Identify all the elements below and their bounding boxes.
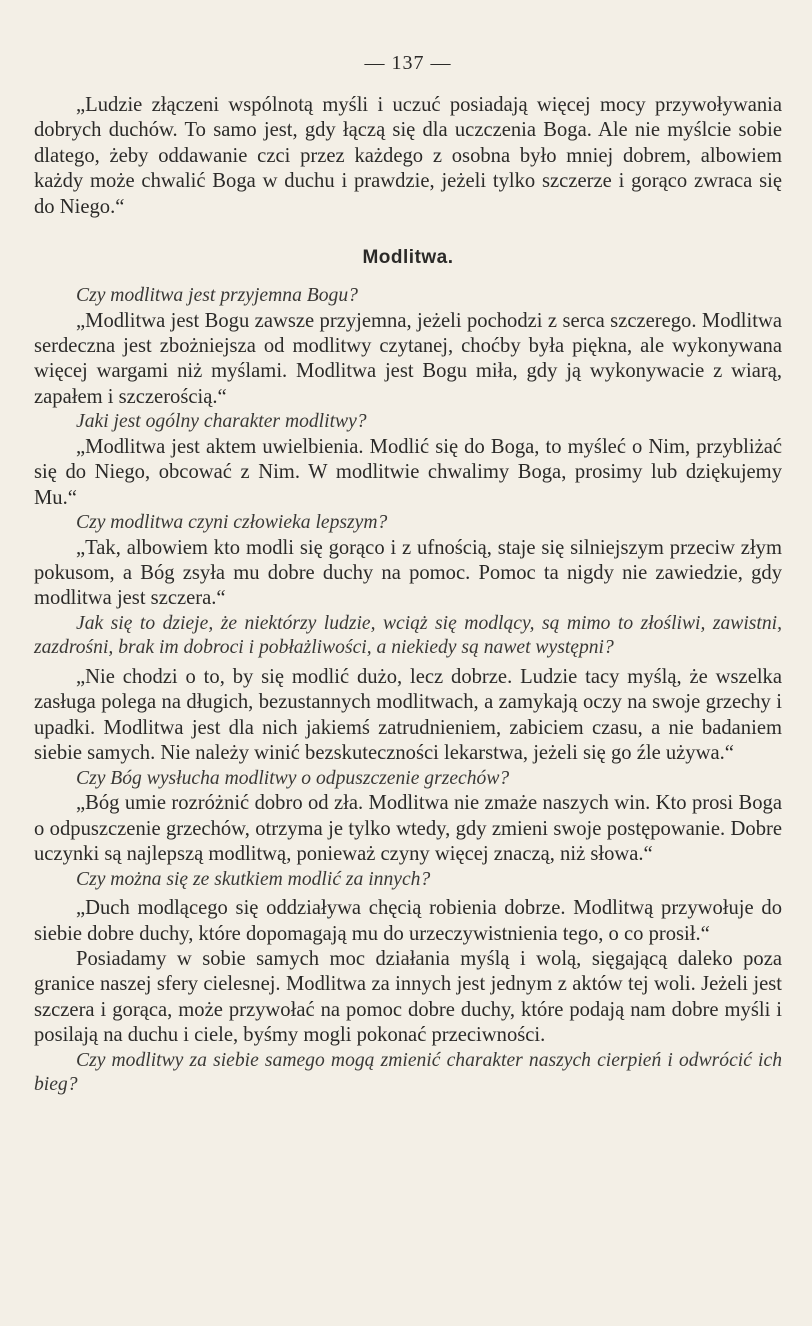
answer-4: „Nie chodzi o to, by się modlić dużo, lecz dobrze. Ludzie tacy myślą, że wszelka zasługa polega na długich, bezustannych modlitwach, a zamykają oczy na swoje grzechy i upadki. Modlitwa jest dla nich jakiemś zatrudnieniem, zabiciem czasu, a nie badaniem siebie samych. Nie należy winić bezskuteczności lekarstwa, jeżeli się go źle używa.“	[34, 666, 782, 765]
answer-2: „Modlitwa jest aktem uwielbienia. Modlić się do Boga, to myśleć o Nim, przybliżać się do Niego, obcować z Nim. W modlitwie chwalimy Boga, prosimy lub dziękujemy Mu.“	[34, 435, 782, 509]
answer-6: „Duch modlącego się oddziaływa chęcią robienia dobrze. Modlitwą przywołuje do siebie dobre duchy, które dopomagają mu do urzeczywistnienia tego, o co prosił.“	[34, 897, 782, 945]
question-6: Czy można się ze skutkiem modlić za innych?	[76, 868, 431, 890]
question-1: Czy modlitwa jest przyjemna Bogu?	[76, 285, 358, 307]
closing-paragraph: Posiadamy w sobie samych moc działania myślą i wolą, sięgającą daleko poza granice naszej sfery cielesnej. Modlitwa za innych jest jednym z aktów tej woli. Jeżeli jest szczera i gorąca, może przywołać na pomoc dobre duchy, które podają nam dobre myśli i posilają na duchu i ciele, byśmy mogli pokonać przeciwności.	[34, 947, 782, 1047]
question-4: Jak się to dzieje, że niektórzy ludzie, wciąż się modlący, są mimo to złośliwi, zawistni, zazdrośni, brak im dobroci i pobłażliwości, a niekiedy są nawet występni?	[34, 612, 782, 659]
final-question: Czy modlitwy za siebie samego mogą zmienić charakter naszych cierpień i odwrócić ich bieg?	[34, 1049, 782, 1096]
question-3: Czy modlitwa czyni człowieka lepszym?	[76, 512, 388, 534]
section-heading: Modlitwa.	[362, 247, 454, 269]
question-5: Czy Bóg wysłucha modlitwy o odpuszczenie grzechów?	[76, 767, 510, 789]
answer-5: „Bóg umie rozróżnić dobro od zła. Modlitwa nie zmaże naszych win. Kto prosi Boga o odpuszczenie grzechów, otrzyma je tylko wtedy, gdy zmieni swoje postępowanie. Dobre uczynki są najlepszą modlitwą, ponieważ czyny więcej znaczą, niż słowa.“	[34, 792, 782, 866]
page-number: — 137 —	[364, 52, 452, 74]
answer-1: „Modlitwa jest Bogu zawsze przyjemna, jeżeli pochodzi z serca szczerego. Modlitwa serdeczna jest zbożniejsza od modlitwy czytanej, choćby była piękna, ale wykonywana więcej wargami niż myślami. Modlitwa jest Bogu miła, gdy ją wykonywacie z wiarą, zapałem i szczerością.“	[34, 309, 782, 408]
intro-paragraph: „Ludzie złączeni wspólnotą myśli i uczuć posiadają więcej mocy przywoływania dobrych duchów. To samo jest, gdy łączą się dla uczczenia Boga. Ale nie myślcie sobie dlatego, żeby oddawanie czci przez każdego z osobna było mniej dobrem, albowiem każdy może chwalić Boga w duchu i prawdzie, jeżeli tylko szczerze i gorąco zwraca się do Niego.“	[34, 94, 782, 218]
answer-3: „Tak, albowiem kto modli się gorąco i z ufnością, staje się silniejszym przeciw złym pokusom, a Bóg zsyła mu dobre duchy na pomoc. Pomoc ta nigdy nie zawiedzie, gdy modlitwa jest szczera.“	[34, 536, 782, 610]
question-2: Jaki jest ogólny charakter modlitwy?	[76, 411, 367, 433]
text-body	[34, 93, 782, 1098]
